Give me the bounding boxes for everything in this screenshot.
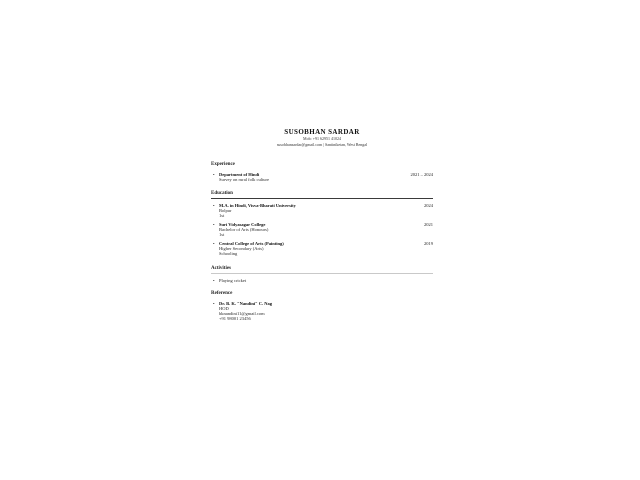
education-entry	[211, 203, 433, 218]
education-entry-line3: 1st	[219, 213, 225, 219]
reference-email: bknandini11@gmail.com	[219, 311, 265, 317]
section-experience	[211, 162, 433, 182]
bullet-icon: •	[213, 222, 215, 228]
activity-entry-body	[219, 278, 433, 283]
section-activities	[211, 266, 433, 283]
activity-entry	[211, 278, 433, 283]
bullet-icon: •	[213, 278, 215, 284]
education-entry-line3: Schooling	[219, 251, 238, 257]
reference-entry	[211, 301, 433, 321]
reference-phone: +91 98001 23456	[219, 316, 251, 322]
section-rule	[211, 273, 433, 274]
education-entry-line2: Bachelor of Arts (Honours)	[219, 227, 269, 233]
section-title-activities: Activities	[211, 266, 231, 272]
education-entry-line2: Bolpur	[219, 208, 232, 214]
section-rule	[211, 198, 433, 199]
bullet-icon: •	[213, 203, 215, 209]
experience-entry-subtitle: Survey on rural folk culture	[219, 177, 269, 183]
education-entry-body	[219, 203, 397, 218]
reference-entry-body	[219, 301, 433, 321]
education-entry-date: 2019	[424, 241, 433, 247]
education-entry	[211, 222, 433, 237]
education-entry-line2: Higher Secondary (Arts)	[219, 246, 264, 252]
contact-line-2: susobhansardar@gmail.com | Santiniketan, West Bengal	[276, 141, 368, 147]
bullet-icon: •	[213, 172, 215, 178]
contact-line-1: Mob: +91 62951 41024	[303, 136, 341, 141]
section-reference	[211, 291, 433, 321]
section-title-reference: Reference	[211, 291, 233, 297]
bullet-icon: •	[213, 301, 215, 307]
education-entry-body	[219, 241, 397, 256]
reference-name: Dr. B. K. "Nandini" C. Nag	[219, 301, 272, 307]
reference-designation: HOD	[219, 306, 229, 312]
education-entry-title: Central College of Arts (Painting)	[219, 241, 284, 247]
section-title-education: Education	[211, 191, 233, 197]
experience-entry	[211, 172, 433, 182]
resume-document	[211, 128, 433, 321]
bullet-icon: •	[213, 241, 215, 247]
education-entry-title: Suri Vidyasagar College	[219, 222, 266, 228]
education-entry-line3: 1st	[219, 232, 225, 238]
education-entry-date: 2024	[424, 203, 433, 209]
section-title-experience: Experience	[211, 162, 235, 168]
experience-entry-body	[219, 172, 397, 182]
section-education	[211, 191, 433, 256]
education-entry-body	[219, 222, 397, 237]
education-entry-date: 2021	[424, 222, 433, 228]
experience-entry-date: 2021 – 2024	[410, 172, 433, 178]
resume-name: SUSOBHAN SARDAR	[284, 128, 360, 136]
education-entry-title: M.A. in Hindi, Visva-Bharati University	[219, 203, 296, 209]
activity-entry-title: Playing cricket	[219, 278, 247, 284]
experience-entry-title: Department of Hindi	[219, 172, 260, 178]
education-entry	[211, 241, 433, 256]
